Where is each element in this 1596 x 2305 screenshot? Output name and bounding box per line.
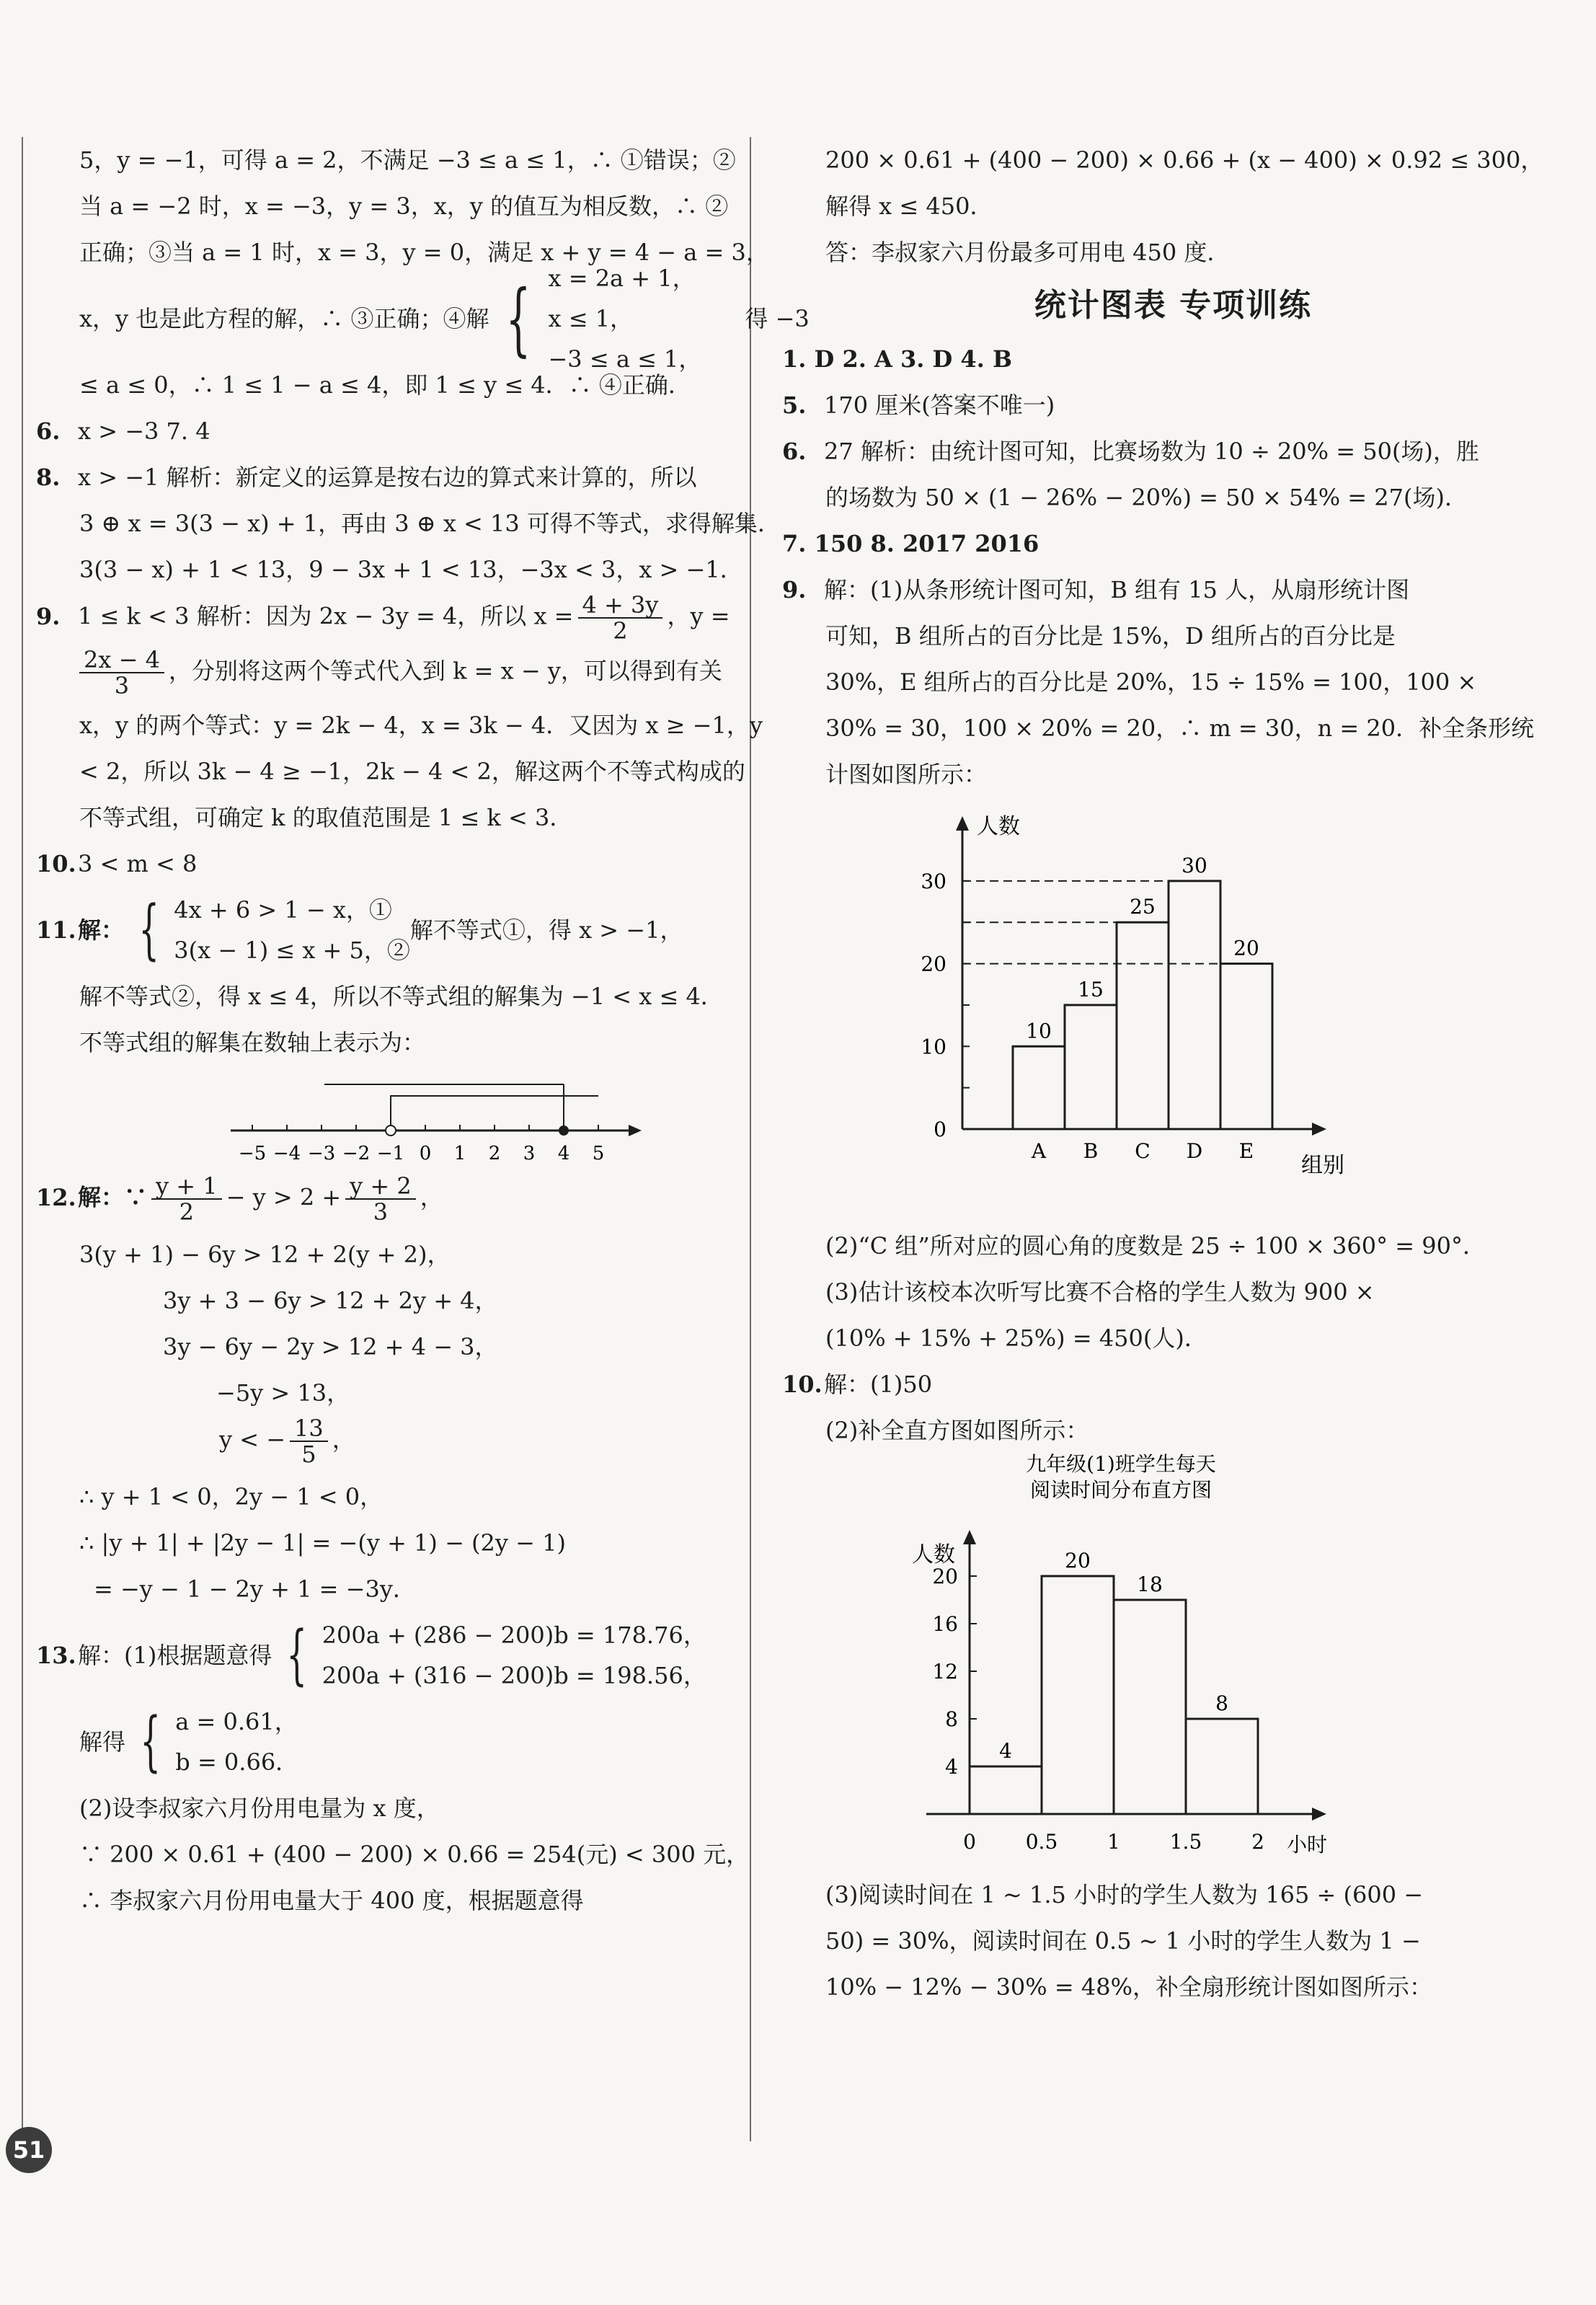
x-tick-label: 0 bbox=[963, 1830, 976, 1854]
bar-value-label: 4 bbox=[999, 1739, 1012, 1763]
answer-9: 9. 1 ≤ k < 3 解析：因为 2x − 3y = 4，所以 x = $\frac{4 + 3y}{2}$ ，y = bbox=[36, 591, 730, 645]
answer-7-8: 7. 150 8. 2017 2016 bbox=[782, 530, 1039, 557]
tick-label: −5 bbox=[238, 1143, 267, 1164]
tick-label: 1 bbox=[453, 1143, 466, 1164]
text-line: ≤ a ≤ 0，∴ 1 ≤ 1 − a ≤ 4，即 1 ≤ y ≤ 4．∴ ④正确． bbox=[79, 371, 691, 399]
arrow-icon bbox=[629, 1125, 642, 1136]
answer-13 bbox=[36, 1612, 757, 1699]
tick-label: 0 bbox=[419, 1143, 432, 1164]
tick-label: −2 bbox=[342, 1143, 371, 1164]
question-number: 11. bbox=[36, 916, 76, 944]
bar bbox=[1169, 881, 1220, 1129]
section-title: 统计图表 专项训练 bbox=[1034, 287, 1313, 324]
text-line: −5y > 13， bbox=[216, 1379, 350, 1407]
fraction: $\frac{13}{5}$ bbox=[290, 1416, 328, 1466]
tick-label: 4 bbox=[557, 1143, 570, 1164]
equation: 200a + (286 − 200)b = 178.76， bbox=[322, 1622, 706, 1649]
answer-10 bbox=[36, 841, 757, 887]
histogram-bar bbox=[1042, 1576, 1114, 1814]
text-line: 正确；③当 a = 1 时，x = 3，y = 0，满足 x + y = 4 − a = 3， bbox=[79, 239, 769, 266]
bar-value-label: 25 bbox=[1130, 895, 1156, 919]
question-number: 9. bbox=[36, 602, 61, 630]
text-line: 5，y = −1，可得 a = 2，不满足 −3 ≤ a ≤ 1，∴ ①错误；② bbox=[79, 146, 736, 174]
number-line-figure bbox=[36, 1066, 757, 1174]
text-line: 30% = 30，100 × 20% = 20，∴ m = 30，n = 20．补全条形统 bbox=[825, 714, 1535, 742]
equation: x = 2a + 1， bbox=[548, 265, 696, 292]
tick-label: −1 bbox=[376, 1143, 405, 1164]
x-tick-label: 0.5 bbox=[1025, 1830, 1058, 1854]
y-tick-label: 0 bbox=[934, 1118, 946, 1141]
x-arrow-icon bbox=[1312, 1123, 1326, 1136]
text-line: y < − $\frac{13}{5}$ ， bbox=[219, 1415, 355, 1468]
text-line: (2)设李叔家六月份用电量为 x 度， bbox=[79, 1795, 440, 1822]
answer-8 bbox=[36, 454, 757, 500]
bar-value-label: 20 bbox=[1065, 1549, 1091, 1572]
question-number: 8. bbox=[36, 464, 61, 491]
answer-6 bbox=[36, 408, 757, 454]
question-number: 9. bbox=[782, 576, 807, 603]
text-line: $\frac{2x - 4}{3}$ ，分别将这两个等式代入到 k = x − y，可以得到有关 bbox=[36, 647, 757, 702]
question-number: 5. bbox=[782, 391, 807, 419]
x-axis-label: 小时 bbox=[1287, 1833, 1328, 1857]
histogram-bar bbox=[970, 1766, 1042, 1814]
equation-system bbox=[489, 258, 701, 379]
brace-symbol: { bbox=[138, 892, 159, 968]
text-line: 3y − 6y − 2y > 12 + 4 − 3， bbox=[163, 1333, 498, 1361]
right-column bbox=[782, 137, 1564, 2010]
bar-chart-figure bbox=[782, 797, 1564, 1223]
fraction: $\frac{y + 2}{3}$ bbox=[345, 1174, 416, 1224]
text-line: 计图如图所示： bbox=[825, 761, 988, 788]
bar bbox=[1013, 1046, 1065, 1129]
answer-text: x > −1 解析：新定义的运算是按右边的算式来计算的，所以 bbox=[78, 464, 697, 491]
answer-text: 27 解析：由统计图可知，比赛场数为 10 ÷ 20% = 50(场)，胜 bbox=[824, 438, 1479, 465]
answer-label: 解： bbox=[78, 916, 125, 944]
answer-label: 解：(1)根据题意得 bbox=[78, 1642, 272, 1669]
x-tick-label: 2 bbox=[1251, 1830, 1264, 1854]
category-label: D bbox=[1186, 1139, 1203, 1163]
text-line: 得 −3 bbox=[745, 305, 810, 332]
fraction: $\frac{y + 1}{2}$ bbox=[151, 1174, 222, 1224]
y-tick-label: 4 bbox=[945, 1755, 958, 1779]
text-line: 解得 x ≤ 450． bbox=[825, 193, 993, 220]
tick-label: −4 bbox=[272, 1143, 301, 1164]
number-line bbox=[36, 1066, 685, 1174]
bar-value-label: 30 bbox=[1182, 853, 1207, 877]
equation-system-row bbox=[36, 265, 810, 373]
bar bbox=[1117, 922, 1169, 1129]
x-tick-label: 1.5 bbox=[1169, 1830, 1202, 1854]
inequality: 4x + 6 > 1 − x，① bbox=[174, 896, 392, 924]
answer-1-4: 1. D 2. A 3. D 4. B bbox=[782, 345, 1012, 373]
histogram-figure bbox=[782, 1454, 1564, 1872]
text-line: 解得 bbox=[79, 1728, 126, 1756]
equation: b = 0.66． bbox=[175, 1748, 299, 1776]
inequality-system bbox=[124, 890, 410, 970]
text-line: ∴ y + 1 < 0，2y − 1 < 0， bbox=[79, 1483, 384, 1510]
equation: a = 0.61， bbox=[175, 1708, 298, 1735]
x-axis-label: 组别 bbox=[1301, 1153, 1344, 1178]
question-number: 10. bbox=[36, 850, 76, 877]
text-line: 答：李叔家六月份最多可用电 450 度． bbox=[825, 239, 1231, 266]
question-number: 13. bbox=[36, 1642, 76, 1669]
bar-value-label: 20 bbox=[1233, 936, 1259, 960]
question-number: 12. bbox=[36, 1183, 76, 1211]
fraction: $\frac{2x - 4}{3}$ bbox=[79, 647, 164, 698]
text-line: 当 a = −2 时，x = −3，y = 3，x，y 的值互为相反数，∴ ② bbox=[79, 193, 729, 220]
histogram-bar bbox=[1114, 1600, 1186, 1814]
text-line: 不等式组的解集在数轴上表示为： bbox=[79, 1029, 426, 1056]
y-tick-label: 20 bbox=[932, 1565, 958, 1588]
histogram-bar bbox=[1186, 1719, 1258, 1814]
bar-value-label: 10 bbox=[1026, 1019, 1052, 1043]
text-line: 3(3 − x) + 1 < 13，9 − 3x + 1 < 13，−3x < 3，x > −1． bbox=[79, 556, 743, 583]
y-tick-label: 8 bbox=[945, 1707, 958, 1731]
text-line: ∴ 李叔家六月份用电量大于 400 度，根据题意得 bbox=[79, 1887, 584, 1914]
text-line: 200 × 0.61 + (400 − 200) × 0.66 + (x − 400) × 0.92 ≤ 300， bbox=[825, 146, 1544, 174]
text-line: < 2，所以 3k − 4 ≥ −1，2k − 4 < 2，解这两个不等式构成的 bbox=[79, 758, 745, 785]
solution-row bbox=[36, 1699, 757, 1785]
category-label: E bbox=[1238, 1139, 1254, 1163]
category-label: A bbox=[1031, 1139, 1047, 1163]
left-margin-rule bbox=[22, 137, 23, 2141]
text-line: (10% + 15% + 25%) = 450(人)． bbox=[825, 1324, 1207, 1352]
question-number: 6. bbox=[782, 438, 807, 465]
text-line: 3 ⊕ x = 3(3 − x) + 1，再由 3 ⊕ x < 13 可得不等式，求得解集． bbox=[79, 510, 781, 537]
inequality: 3(x − 1) ≤ x + 5，② bbox=[174, 937, 410, 964]
text-line: (2)补全直方图如图所示： bbox=[825, 1417, 1089, 1444]
equation: −3 ≤ a ≤ 1， bbox=[548, 345, 702, 373]
bar-chart bbox=[782, 797, 1503, 1223]
text-line: 30%，E 组所占的百分比是 20%，15 ÷ 15% = 100，100 × bbox=[825, 668, 1477, 696]
answer-text: 170 厘米(答案不唯一) bbox=[824, 391, 1055, 419]
bar bbox=[1065, 1005, 1117, 1129]
x-arrow-icon bbox=[1312, 1808, 1326, 1820]
question-number: 10. bbox=[782, 1371, 823, 1398]
page-number: 51 bbox=[6, 2127, 52, 2173]
tick-label: 5 bbox=[592, 1143, 605, 1164]
bar-value-label: 15 bbox=[1078, 977, 1104, 1001]
histogram bbox=[782, 1454, 1503, 1872]
tick-label: 2 bbox=[488, 1143, 501, 1164]
text-line: ∴ |y + 1| + |2y − 1| = −(y + 1) − (2y − 1) bbox=[79, 1529, 566, 1557]
answer-text: 解：(1)从条形统计图可知，B 组有 15 人，从扇形统计图 bbox=[824, 576, 1410, 603]
answer-10 bbox=[782, 1361, 1564, 1407]
bar-value-label: 8 bbox=[1215, 1691, 1228, 1715]
equation: x ≤ 1， bbox=[548, 305, 634, 332]
equation-system bbox=[272, 1615, 706, 1696]
solution-system bbox=[125, 1702, 298, 1782]
text-line: 不等式组，可确定 k 的取值范围是 1 ≤ k < 3． bbox=[79, 804, 573, 831]
y-tick-label: 16 bbox=[932, 1612, 958, 1636]
text-line: 3y + 3 − 6y > 12 + 2y + 4， bbox=[163, 1287, 498, 1314]
solution-bracket bbox=[391, 1096, 564, 1131]
text-line: (3)阅读时间在 1 ~ 1.5 小时的学生人数为 165 ÷ (600 − bbox=[825, 1881, 1424, 1908]
left-column bbox=[36, 137, 810, 1924]
answer-6 bbox=[782, 428, 1564, 474]
text-line: 解不等式②，得 x ≤ 4，所以不等式组的解集为 −1 < x ≤ 4． bbox=[79, 983, 724, 1010]
answer-text: x > −3 7. 4 bbox=[78, 417, 210, 445]
y-tick-label: 20 bbox=[921, 952, 946, 976]
tick-label: 3 bbox=[523, 1143, 536, 1164]
bar bbox=[1220, 964, 1272, 1129]
y-tick-label: 10 bbox=[921, 1035, 946, 1059]
answer-9 bbox=[782, 567, 1564, 613]
answer-label: 解：∵ bbox=[78, 1183, 148, 1211]
open-point bbox=[386, 1125, 396, 1136]
chart-title: 九年级(1)班学生每天 bbox=[1026, 1454, 1216, 1476]
answer-11 bbox=[36, 887, 757, 973]
answer-text: 1 ≤ k < 3 解析：因为 2x − 3y = 4，所以 x = bbox=[78, 602, 574, 630]
fraction: $\frac{4 + 3y}{2}$ bbox=[578, 593, 663, 643]
answer-5 bbox=[782, 382, 1564, 428]
text-line: = −y − 1 − 2y + 1 = −3y． bbox=[94, 1575, 416, 1603]
text-line: 10% − 12% − 30% = 48%，补全扇形统计图如图所示： bbox=[825, 1973, 1432, 2001]
tick-label: −3 bbox=[307, 1143, 336, 1164]
y-arrow-icon bbox=[963, 1530, 976, 1544]
brace-symbol: { bbox=[505, 273, 531, 365]
y-tick-label: 12 bbox=[932, 1660, 958, 1684]
x-tick-label: 1 bbox=[1107, 1830, 1120, 1854]
text-line: (3)估计该校本次听写比赛不合格的学生人数为 900 × bbox=[825, 1278, 1375, 1306]
text-line: x，y 也是此方程的解，∴ ③正确；④解 bbox=[79, 305, 489, 332]
text-line: (2)“C 组”所对应的圆心角的度数是 25 ÷ 100 × 360° = 90°． bbox=[825, 1232, 1486, 1260]
text-line: 3(y + 1) − 6y > 12 + 2(y + 2)， bbox=[79, 1241, 451, 1268]
answer-text: 3 < m < 8 bbox=[78, 850, 198, 877]
text-line: 50) = 30%，阅读时间在 0.5 ~ 1 小时的学生人数为 1 − bbox=[825, 1927, 1421, 1955]
question-number: 6. bbox=[36, 417, 61, 445]
closed-point bbox=[559, 1125, 569, 1136]
text-line: 可知，B 组所占的百分比是 15%，D 组所占的百分比是 bbox=[825, 622, 1396, 650]
y-axis-label: 人数 bbox=[977, 814, 1020, 839]
answer-text: 解不等式①，得 x > −1， bbox=[409, 916, 683, 944]
text-line: ∵ 200 × 0.61 + (400 − 200) × 0.66 = 254(元) < 300 元， bbox=[79, 1841, 750, 1868]
text-line: x，y 的两个等式：y = 2k − 4，x = 3k − 4．又因为 x ≥ −1，y bbox=[79, 712, 763, 739]
bar-value-label: 18 bbox=[1137, 1572, 1163, 1596]
brace-symbol: { bbox=[286, 1617, 308, 1693]
y-axis-label: 人数 bbox=[912, 1542, 955, 1567]
answer-12: 12.解：∵ $\frac{y + 1}{2}$ − y > 2 + $\frac{y + 2}{3}$ ， bbox=[36, 1172, 443, 1226]
y-arrow-icon bbox=[956, 816, 969, 831]
answer-text: 解：(1)50 bbox=[824, 1371, 933, 1398]
category-label: B bbox=[1083, 1139, 1099, 1163]
brace-symbol: { bbox=[140, 1704, 161, 1779]
y-tick-label: 30 bbox=[921, 869, 946, 893]
chart-title: 阅读时间分布直方图 bbox=[1029, 1478, 1212, 1502]
category-label: C bbox=[1135, 1139, 1151, 1163]
equation: 200a + (316 − 200)b = 198.56， bbox=[322, 1662, 706, 1689]
text-line: 的场数为 50 × (1 − 26% − 20%) = 50 × 54% = 27(场)． bbox=[825, 484, 1468, 511]
